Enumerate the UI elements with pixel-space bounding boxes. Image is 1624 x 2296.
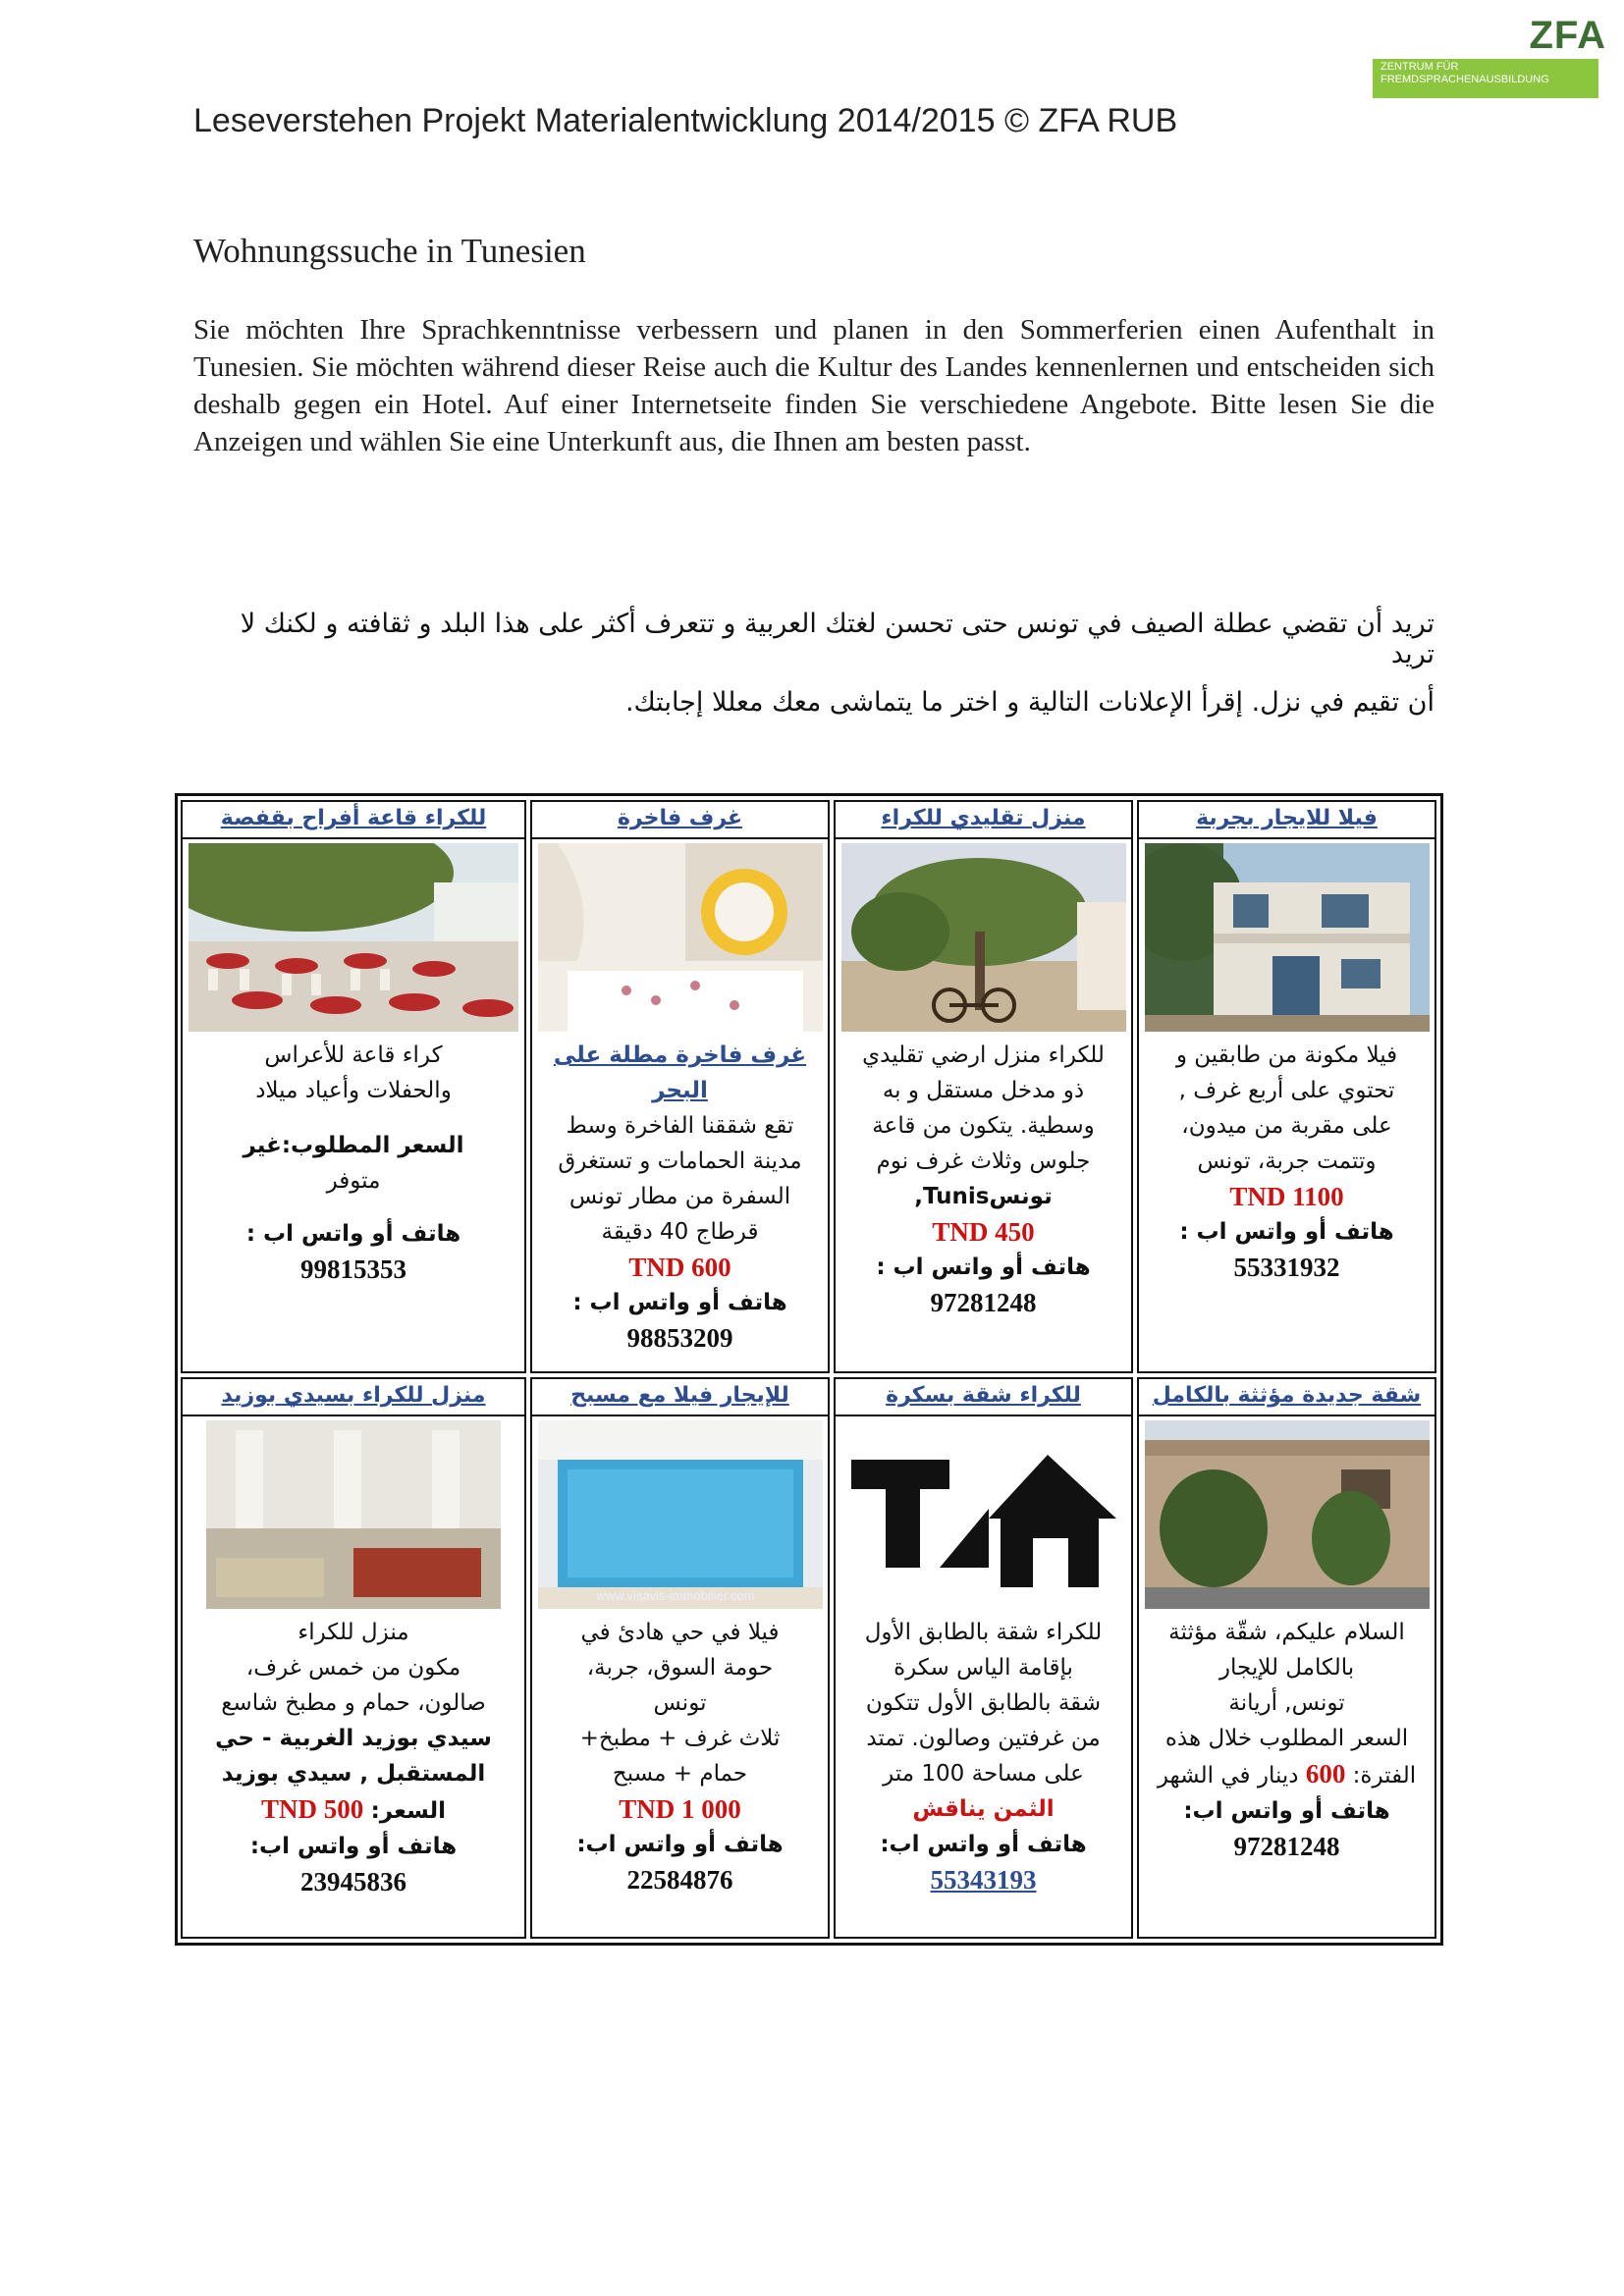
swimming-pool-photo [538,1420,823,1609]
document-title: Wohnungssuche in Tunesien [193,232,586,270]
logo-tagline: ZENTRUM FÜR FREMDSPRACHENAUSBILDUNG [1380,61,1549,85]
phone-number: 55331932 [1233,1253,1340,1282]
phone-number: 99815353 [300,1255,406,1284]
listing-card-house-sidi-bouzid[interactable] [181,1377,526,1939]
phone-number: 98853209 [626,1323,733,1353]
listing-title: منزل للكراء بسيدي بوزيد [183,1379,524,1416]
listing-card-traditional-house[interactable] [834,800,1133,1373]
phone-number: 22584876 [626,1865,733,1895]
contact-label: هاتف أو واتس اب: [249,1834,458,1859]
listing-title: للكراء شقة بسكرة [836,1379,1131,1416]
traditional-house-garden-photo [841,843,1126,1032]
wedding-hall-photo [189,843,518,1032]
zfa-logo [1373,14,1614,102]
arabic-instruction-line-2: أن تقيم في نزل. إقرأ الإعلانات التالية و اختر ما يتماشى معك معللا إجابتك. [624,687,1435,718]
contact-label: هاتف أو واتس اب: [1183,1798,1390,1824]
listing-title: منزل تقليدي للكراء [836,802,1131,839]
listing-card-apartment-sakkra[interactable] [834,1377,1133,1939]
phone-number: 97281248 [930,1288,1037,1317]
listing-price: TND 1100 [1229,1182,1344,1211]
contact-label: هاتف أو واتس اب : [245,1221,461,1247]
listing-description: فيلا مكونة من طابقين و تحتوي على أربع غرف , على مقربة من ميدون، وتتمت جربة، تونس TND 1100 هاتف أو واتس اب : 55331932 [1139,1032,1435,1285]
listing-title: غرف فاخرة [532,802,828,839]
listing-description: فيلا في حي هادئ في حومة السوق، جربة، تونس ثلاث غرف + مطبخ+ حمام + مسبح TND 1 000 هاتف أو واتس اب: 22584876 [532,1609,828,1897]
listing-card-luxury-rooms[interactable] [530,800,830,1373]
listing-price: TND 450 [932,1217,1035,1247]
listing-description: منزل للكراء مكون من خمس غرف، صالون، حمام و مطبخ شاسع سيدي بوزيد الغربية - حي المستقبل , سيدي بوزيد السعر: TND 500 هاتف أو واتس اب: 23945836 [183,1609,524,1899]
listing-price: 600 [1305,1759,1346,1789]
phone-number: 23945836 [300,1867,406,1896]
logo-wordmark: ZFA [1529,14,1606,57]
price-label: السعر المطلوب:غير [243,1133,464,1158]
price-negotiable: الثمن يناقش [912,1796,1055,1822]
listings-grid [175,793,1443,1946]
contact-label: هاتف أو واتس اب : [1179,1219,1394,1245]
listing-title: فيلا للايجار بجربة [1139,802,1435,839]
listing-description: كراء قاعة للأعراس والحفلات وأعياد ميلاد السعر المطلوب:غير متوفر هاتف أو واتس اب : 99815353 [183,1032,524,1287]
listing-price: TND 600 [628,1253,731,1282]
contact-label: هاتف أو واتس اب : [572,1290,787,1315]
two-storey-villa-photo [1145,843,1430,1032]
phone-number: 97281248 [1233,1832,1340,1861]
listing-price: TND 1 000 [619,1794,741,1824]
listing-description: غرف فاخرة مطلة على البحر تقع شققنا الفاخرة وسط مدينة الحمامات و تستغرق السفرة من مطار تونس قرطاج 40 دقيقة TND 600 هاتف أو واتس اب : 98853209 [532,1032,828,1356]
page-header: Leseverstehen Projekt Materialentwicklung 2014/2015 © ZFA RUB [193,102,1178,139]
listing-card-furnished-apartment[interactable] [1137,1377,1436,1939]
listing-card-villa-pool[interactable] [530,1377,830,1939]
watermark-text: www.visavis-immobilier.com [596,1588,755,1603]
listing-card-wedding-hall[interactable] [181,800,526,1373]
listing-card-villa-djerba[interactable] [1137,800,1436,1373]
listing-description: للكراء شقة بالطابق الأول بإقامة الياس سكرة شقة بالطابق الأول تتكون من غرفتين وصالون. تمتد على مساحة 100 متر الثمن يناقش هاتف أو واتس اب: 55343193 [836,1609,1131,1897]
apartment-building-photo [1145,1420,1430,1609]
intro-paragraph: Sie möchten Ihre Sprachkenntnisse verbessern und planen in den Sommerferien einen Aufenthalt in Tunesien. Sie möchten während dieser Reise auch die Kultur des Landes kennenlernen und entscheiden sich deshalb gegen ein Hotel. Auf einer Internetseite finden Sie verschiedene Angebote. Bitte lesen Sie die Anzeigen und wählen Sie eine Unterkunft aus, die Ihnen am besten passt. [193,314,1435,457]
phone-number-link[interactable]: 55343193 [930,1865,1037,1895]
listing-description: السلام عليكم، شقّة مؤثثة بالكامل للإيجار تونس, أريانة السعر المطلوب خلال هذه الفترة: 600 دينار في الشهر هاتف أو واتس اب: 97281248 [1139,1609,1435,1864]
arabic-instruction-line-1: تريد أن تقضي عطلة الصيف في تونس حتى تحسن لغتك العربية و تتعرف أكثر على هذا البلد و ثقافته و لكنك لا تريد [240,609,1435,669]
listing-subtitle: غرف فاخرة مطلة على البحر [553,1042,807,1103]
interior-courtyard-photo [206,1420,501,1609]
listing-price: TND 500 [261,1794,364,1824]
house-logo-icon [841,1420,1126,1609]
listing-title: للإيجار فيلا مع مسبح [532,1379,828,1416]
contact-label: هاتف أو واتس اب: [880,1832,1087,1857]
listing-title: شقة جديدة مؤثثة بالكامل [1139,1379,1435,1416]
luxury-room-photo [538,843,823,1032]
price-value: متوفر [326,1168,381,1194]
listing-description: للكراء منزل ارضي تقليدي ذو مدخل مستقل و به وسطية. يتكون من قاعة جلوس وثلاث غرف نوم تونسTunis, TND 450 هاتف أو واتس اب : 97281248 [836,1032,1131,1320]
price-label: السعر: [370,1798,446,1824]
contact-label: هاتف أو واتس اب: [576,1832,784,1857]
contact-label: هاتف أو واتس اب : [876,1255,1091,1280]
listing-title: للكراء قاعة أفراح بقفصة [183,802,524,839]
